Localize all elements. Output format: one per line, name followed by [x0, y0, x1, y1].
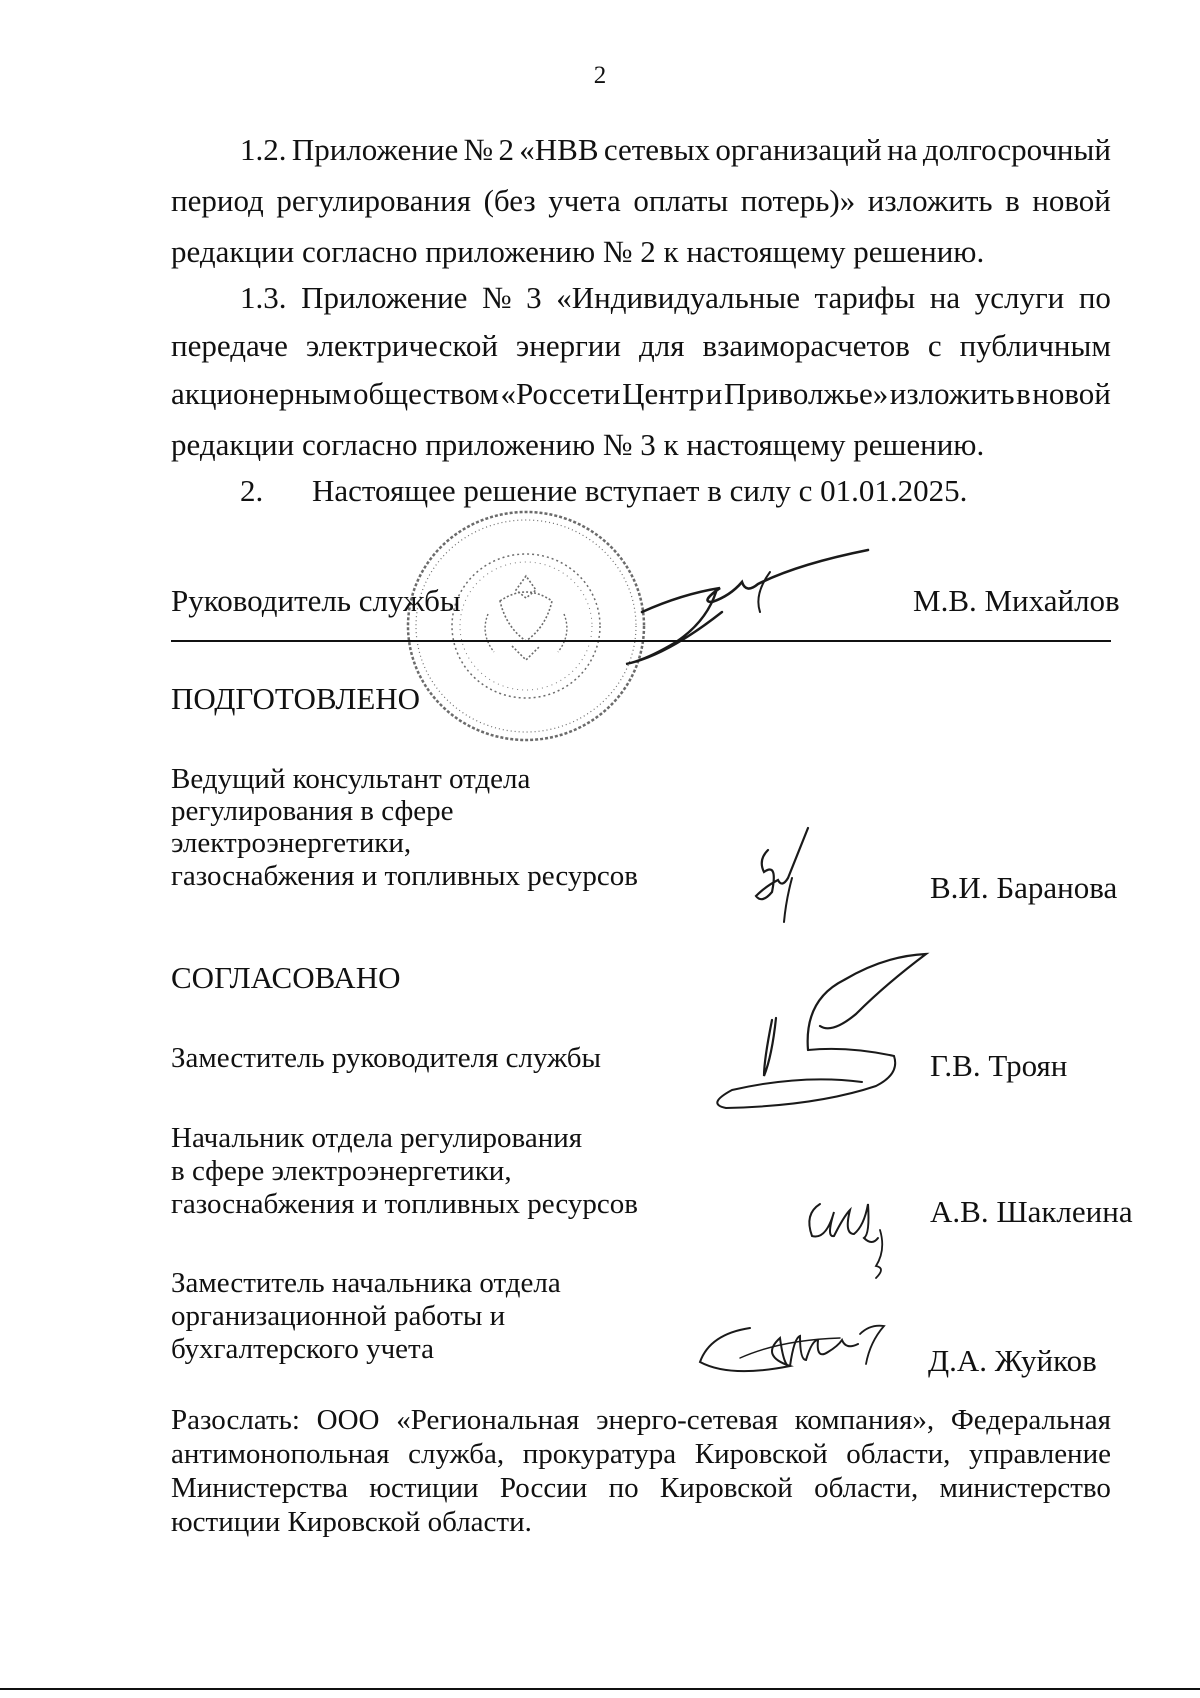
prepared-title-line-4: газоснабжения и топливных ресурсов: [171, 860, 638, 892]
paragraph-1-2-line-1: 1.2. Приложение № 2 «НВВ сетевых организаций на долгосрочный: [240, 132, 1111, 167]
head-underline: [171, 640, 1111, 642]
page-bottom-edge: [0, 1688, 1200, 1690]
page-number: 2: [593, 62, 607, 89]
agreed-3-title-line-2: организационной работы и: [171, 1300, 506, 1332]
paragraph-1-3-line-2: передаче электрической энергии для взаиморасчетов с публичным: [171, 328, 1111, 363]
head-title: Руководитель службы: [171, 583, 461, 618]
agreed-2-title-line-2: в сфере электроэнергетики,: [171, 1155, 512, 1187]
agreed-1-name: Г.В. Троян: [930, 1048, 1068, 1083]
agreed-3-title-line-1: Заместитель начальника отдела: [171, 1267, 561, 1299]
paragraph-1-3-line-4: редакции согласно приложению № 3 к настоящему решению.: [171, 427, 985, 462]
distribution-line-3: Министерства юстиции России по Кировской области, министерство: [171, 1472, 1111, 1504]
head-signature-scribble: [620, 552, 900, 672]
distribution-line-1: Разослать: ООО «Региональная энерго-сетевая компания», Федеральная: [171, 1404, 1111, 1436]
official-stamp: [400, 506, 652, 746]
agreed-1-signature-scribble: [700, 950, 940, 1130]
agreed-1-title-line-1: Заместитель руководителя службы: [171, 1042, 602, 1074]
prepared-heading: ПОДГОТОВЛЕНО: [171, 681, 421, 716]
paragraph-2-number: 2.: [240, 473, 264, 508]
agreed-2-title-line-1: Начальник отдела регулирования: [171, 1122, 583, 1154]
prepared-name: В.И. Баранова: [930, 870, 1118, 905]
agreed-3-name: Д.А. Жуйков: [928, 1343, 1097, 1378]
agreed-2-title-line-3: газоснабжения и топливных ресурсов: [171, 1188, 638, 1220]
paragraph-1-3-line-3: акционерным обществом «Россети Центр и Приволжье» изложить в новой: [171, 376, 1111, 411]
agreed-heading: СОГЛАСОВАНО: [171, 960, 401, 995]
paragraph-1-2-line-2: период регулирования (без учета оплаты потерь)» изложить в новой: [171, 183, 1111, 218]
paragraph-2-text: Настоящее решение вступает в силу с 01.01.2025.: [312, 473, 968, 508]
prepared-title-line-1: Ведущий консультант отдела: [171, 763, 531, 795]
paragraph-1-3-line-1: 1.3. Приложение № 3 «Индивидуальные тарифы на услуги по: [240, 280, 1111, 315]
agreed-2-name: А.В. Шаклеина: [930, 1194, 1133, 1229]
agreed-2-signature-scribble: [800, 1170, 910, 1280]
paragraph-1-2-line-3: редакции согласно приложению № 2 к настоящему решению.: [171, 234, 985, 269]
agreed-3-signature-scribble: [690, 1310, 910, 1390]
prepared-title-line-3: электроэнергетики,: [171, 827, 412, 859]
distribution-line-2: антимонопольная служба, прокуратура Кировской области, управление: [171, 1438, 1111, 1470]
agreed-3-title-line-3: бухгалтерского учета: [171, 1333, 434, 1365]
head-name: М.В. Михайлов: [913, 583, 1120, 618]
prepared-signature-scribble: [740, 820, 840, 930]
distribution-line-4: юстиции Кировской области.: [171, 1506, 532, 1538]
prepared-title-line-2: регулирования в сфере: [171, 795, 454, 827]
